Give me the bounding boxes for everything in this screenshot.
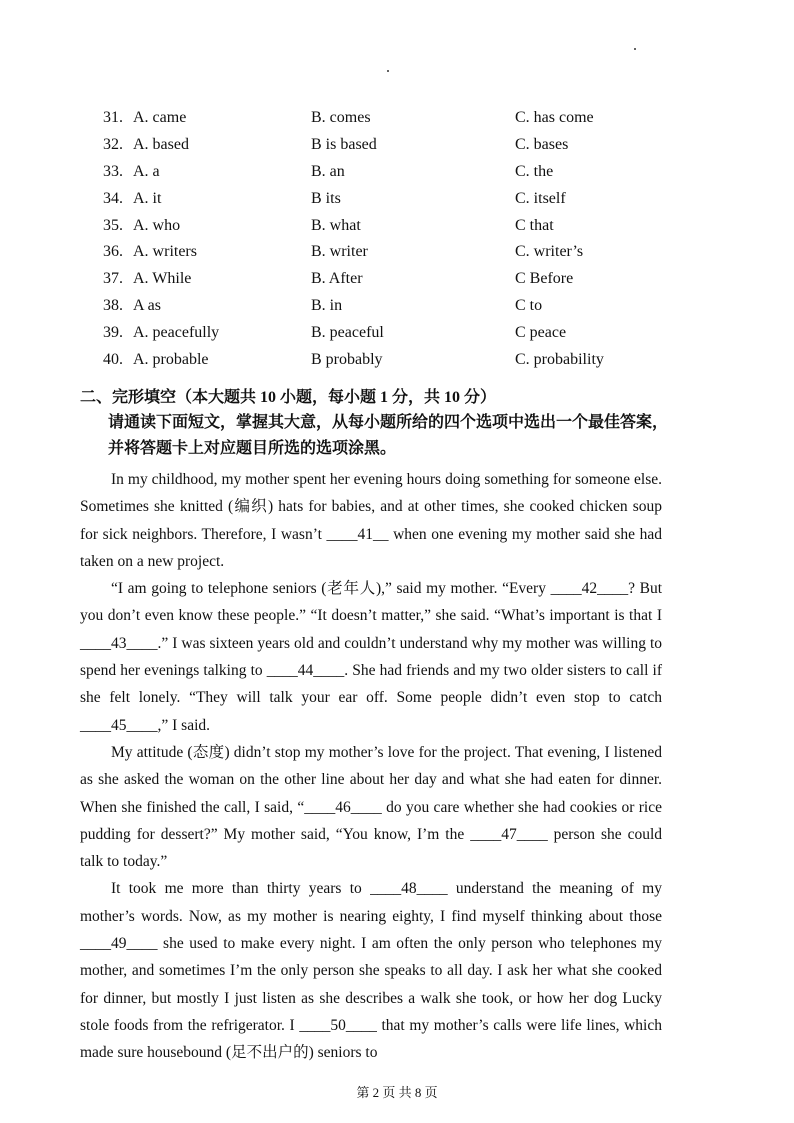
passage-text: understand the meaning of my mother’s words. Now, as my mother is nearing eighty, I find myself thinking about those [80, 880, 662, 925]
option-b: B. writer [311, 243, 368, 260]
option-a: A. who [133, 217, 181, 234]
passage-text: It took me more than thirty years to [111, 880, 371, 898]
blank-47: ____47____ [470, 825, 548, 843]
option-c: C Before [515, 270, 574, 287]
option-row [0, 190, 794, 216]
option-a: A. it [133, 190, 162, 207]
passage-text: that my mother’s calls were life lines, which made sure housebound (足不出户的) seniors to [80, 1016, 662, 1062]
passage-text: she used to make every night. I am often the only person who telephones my mother, and sometimes I’m the only person she speaks to all day. I ask her what she cooked for dinner, but mostly I just listen as she describes a walk she took, or how her dog Lucky stole foods from the refrigerator. I [80, 935, 662, 1034]
option-c: C. the [515, 163, 554, 180]
question-number: 40. [103, 351, 123, 368]
option-b: B. peaceful [311, 324, 384, 341]
question-number: 38. [103, 297, 123, 314]
option-a: A. probable [133, 351, 209, 368]
option-b: B. what [311, 217, 361, 234]
question-number: 35. [103, 217, 123, 234]
option-a: A. writers [133, 243, 197, 260]
option-a: A as [133, 297, 161, 314]
option-b: B. After [311, 270, 363, 287]
option-c: C that [515, 217, 554, 234]
paragraph [80, 575, 662, 739]
blank-50: ____50____ [299, 1016, 377, 1034]
option-c: C. writer’s [515, 243, 584, 260]
paragraph [80, 739, 662, 875]
option-row [0, 270, 794, 296]
option-b: B. an [311, 163, 345, 180]
question-number: 36. [103, 243, 123, 260]
blank-41: ____41__ [326, 525, 389, 543]
passage-text: “I am going to telephone seniors (老年人),” said my mother. “Every [111, 580, 551, 598]
blank-45: ____45____ [80, 716, 158, 734]
passage-text: . She had friends and my two older sisters to call if she felt lonely. “They will talk your ear off. Some people didn’t even stop to catch [80, 662, 663, 707]
passage-text: person she could talk to today.” [80, 825, 663, 871]
passage-text: .” I was sixteen years old and couldn’t understand why my mother was willing to spend her evenings talking to [80, 634, 662, 680]
passage-text: In my childhood, my mother spent her evening hours doing something for someone else. Sometimes she knitted (编织) hats for babies, and at other times, she cooked chicken soup for sick neighbors. Therefore, I wasn’t [80, 471, 662, 543]
paragraph [80, 875, 662, 1066]
option-b: B. comes [311, 109, 371, 126]
option-row [0, 324, 794, 350]
option-a: A. came [133, 109, 187, 126]
passage-text: do you care whether she had cookies or rice pudding for dessert?” My mother said, “You know, I’m the [80, 798, 662, 843]
passage-text: ? But you don’t even know these people.” “It doesn’t matter,” she said. “What’s important is that I [80, 580, 662, 625]
option-c: C peace [515, 324, 567, 341]
question-number: 37. [103, 270, 123, 287]
scan-speck [387, 70, 389, 72]
blank-44: ____44____ [266, 662, 345, 680]
option-row [0, 136, 794, 162]
section-instructions: 请通读下面短文，掌握其大意，从每小题所给的四个选项中选出一个最佳答案，并将答题卡上对应题目所选的选项涂黑。 [108, 414, 669, 457]
blank-48: ____48____ [370, 880, 448, 898]
option-row [0, 351, 794, 377]
option-a: A. a [133, 163, 160, 180]
option-c: C. itself [515, 190, 566, 207]
question-number: 32. [103, 136, 123, 153]
blank-46: ____46____ [304, 798, 382, 816]
passage-text: My attitude (态度) didn’t stop my mother’s love for the project. That evening, I listened as she asked the woman on the other line about her day and what she had eaten for dinner. When she finished the call, I said, “ [80, 743, 662, 816]
option-c: C to [515, 297, 543, 314]
scan-speck [634, 48, 636, 50]
page-number: 第 2 页 共 8 页 [356, 1085, 438, 1100]
paragraph [80, 466, 662, 575]
option-row [0, 217, 794, 243]
option-b: B is based [311, 136, 377, 153]
option-b: B its [311, 190, 341, 207]
cloze-passage [80, 466, 662, 1067]
option-a: A. based [133, 136, 189, 153]
option-row [0, 243, 794, 269]
option-c: C. bases [515, 136, 569, 153]
option-b: B probably [311, 351, 383, 368]
option-a: A. While [133, 270, 192, 287]
blank-42: ____42____ [550, 580, 629, 598]
option-c: C. has come [515, 109, 594, 126]
section-title: 二、完形填空（本大题共 10 小题，每小题 1 分，共 10 分） [80, 389, 497, 406]
question-number: 34. [103, 190, 123, 207]
option-row [0, 109, 794, 135]
passage-text: ,” I said. [157, 716, 211, 734]
question-number: 39. [103, 324, 123, 341]
question-number: 33. [103, 163, 123, 180]
option-b: B. in [311, 297, 343, 314]
option-c: C. probability [515, 351, 604, 368]
blank-49: ____49____ [80, 935, 158, 953]
option-a: A. peacefully [133, 324, 220, 341]
passage-text: when one evening my mother said she had taken on a new project. [80, 525, 662, 570]
option-row [0, 163, 794, 189]
option-row [0, 297, 794, 323]
question-number: 31. [103, 109, 123, 126]
blank-43: ____43____ [80, 634, 158, 652]
